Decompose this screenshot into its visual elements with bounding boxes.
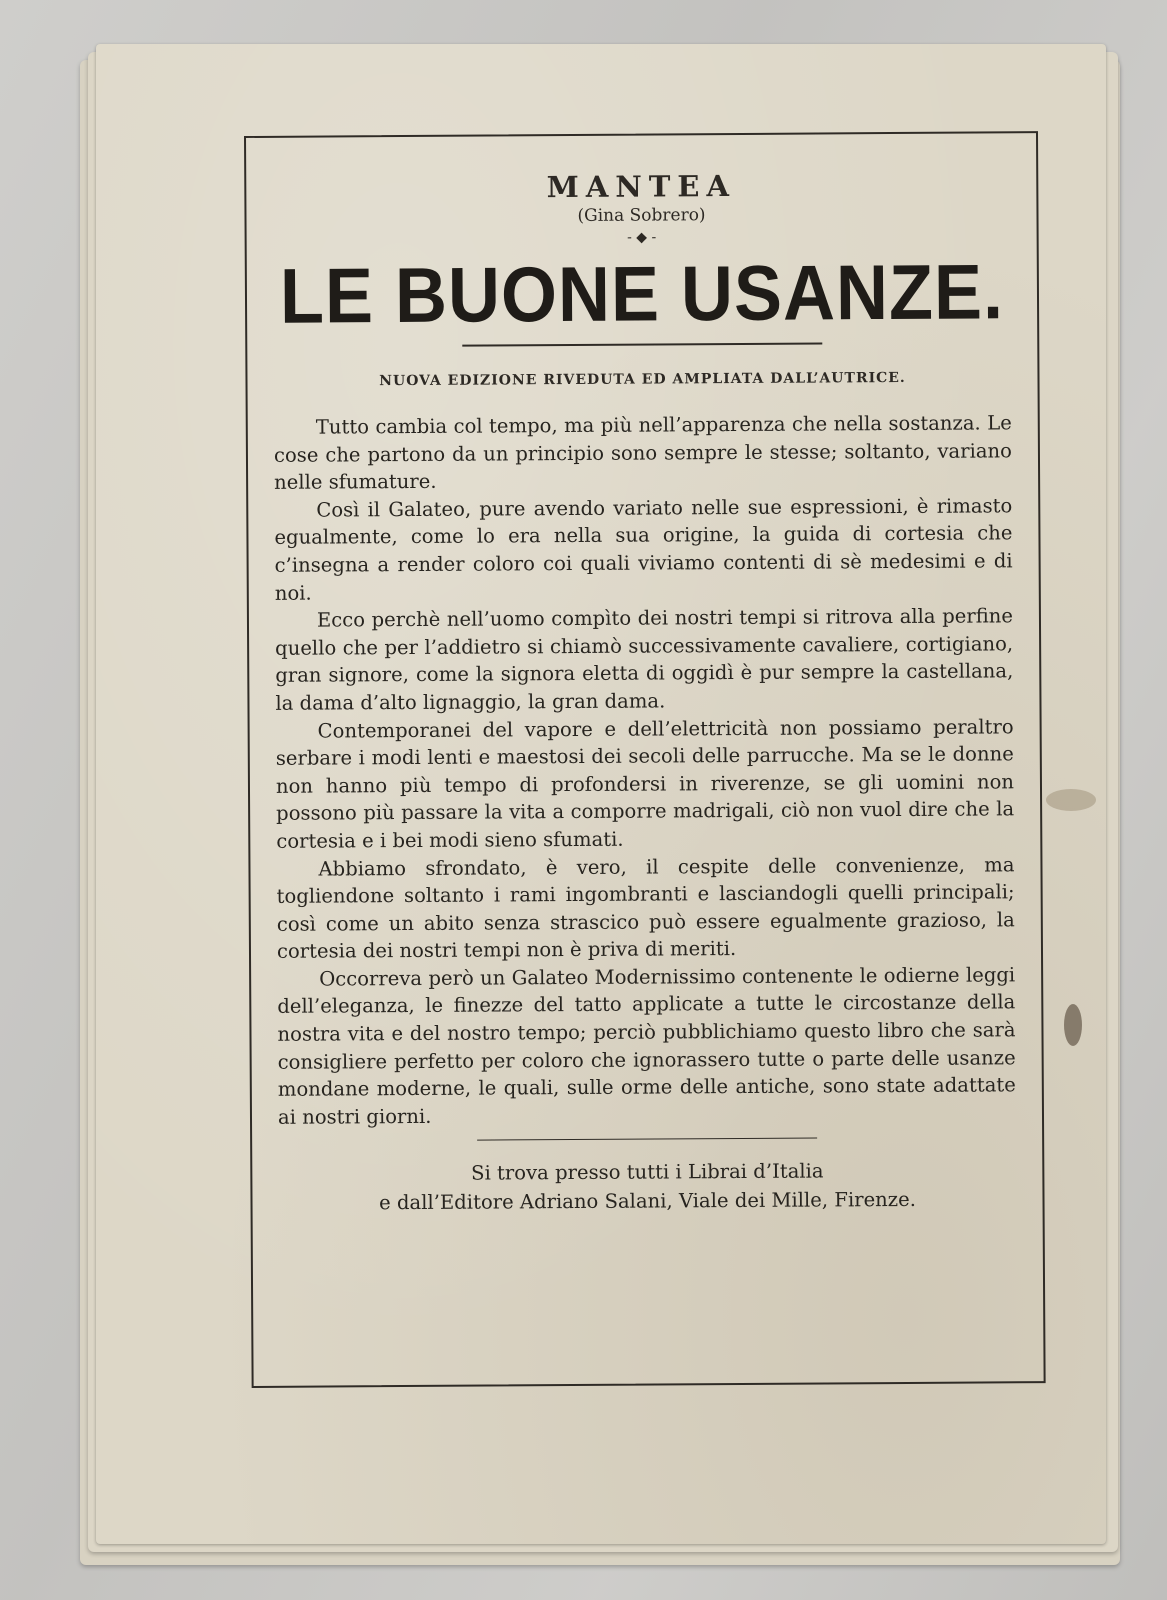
paper-tear <box>1046 789 1096 811</box>
imprint-line: e dall’Editore Adriano Salani, Viale dei Mille, Firenze. <box>379 1188 916 1215</box>
imprint-line: Si trova presso tutti i Librai d’Italia <box>471 1159 824 1186</box>
paragraph: Contemporanei del vapore e dell’elettricità non possiamo peraltro serbare i modi lenti e maestosi dei secoli delle parrucche. Ma se le donne non hanno più tempo di profondersi in riverenze, se gli uomini non possono più passare la vita a comporre madrigali, ciò non vuol dire che la cortesia e i bei modi sieno sfumati. <box>275 714 1015 853</box>
paragraph: Così il Galateo, pure avendo variato nelle sue espressioni, è rimasto egualmente, come lo era nella sua origine, la guida di cortesia che c’insegna a render coloro coi quali viviamo contenti di sè medesimi e di noi. <box>274 494 1013 605</box>
paragraph: Occorreva però un Galateo Modernissimo contenente le odierne leggi dell’eleganza, le finezze del tatto applicate a tutte le circostanze della nostra vita e del nostro tempo; perciò pubblichiamo questo libro che sarà consigliere perfetto per coloro che ignorassero tutte o parte delle usanze mondane moderne, le quali, sulle orme delle antiche, sono state adattate ai nostri giorni. <box>277 963 1016 1129</box>
imprint-rule <box>477 1138 817 1141</box>
paper-stain <box>1064 1004 1082 1046</box>
edition-subtitle: NUOVA EDIZIONE RIVEDUTA ED AMPLIATA DALL’AUTRICE. <box>379 369 906 390</box>
author-name: MANTEA <box>546 168 737 205</box>
paragraph: Abbiamo sfrondato, è vero, il cespite delle convenienze, ma togliendone soltanto i rami ingombranti e lasciandogli quelli principali; così come un abito senza strascico può essere egualmente grazioso, la cortesia dei nostri tempi non è priva di meriti. <box>276 852 1015 964</box>
paragraph: Ecco perchè nell’uomo compìto dei nostri tempi si ritrova alla perfine quello che per l’addietro si chiamò successivamente cavaliere, cortigiano, gran signore, come la signora eletta di oggidì è pur sempre la castellana, la dama d’alto lignaggio, la gran dama. <box>275 604 1014 715</box>
author-pseudonym: (Gina Sobrero) <box>577 205 706 226</box>
book-title: LE BUONE USANZE. <box>279 249 1005 340</box>
paragraph: Tutto cambia col tempo, ma più nell’apparenza che nella sostanza. Le cose che partono da un principio sono sempre le stesse; soltanto, variano nelle sfumature. <box>273 411 1013 495</box>
title-rule <box>462 342 822 346</box>
text-frame <box>244 131 1046 1388</box>
description-text <box>274 409 1016 1131</box>
ornament-divider: - ◆ - <box>627 229 657 246</box>
publisher-imprint <box>252 1156 1042 1219</box>
